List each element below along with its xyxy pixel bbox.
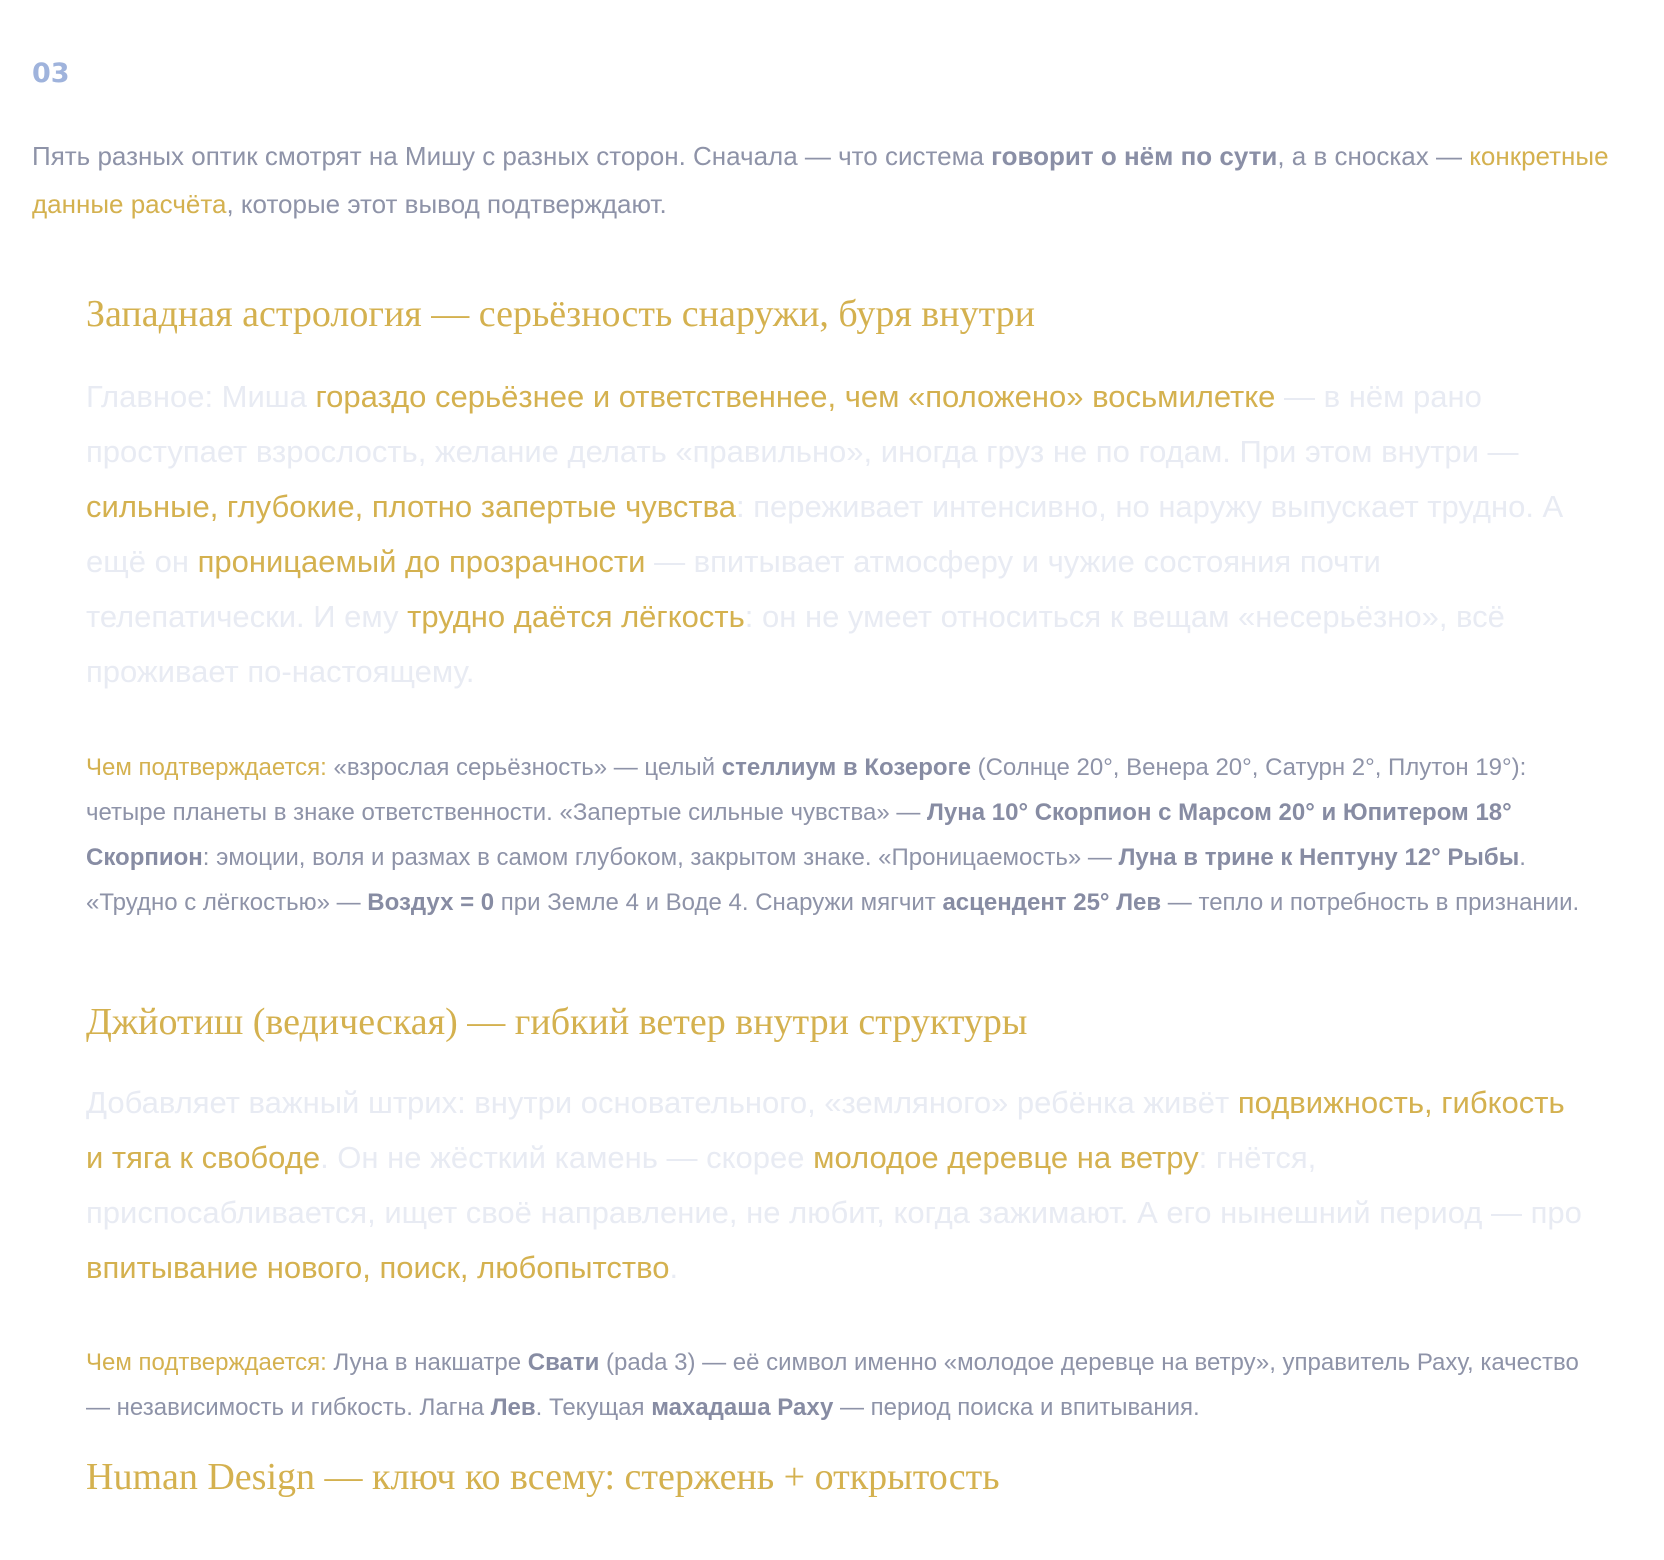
lens-body-text: — впитывает атмосферу и чужие состояния почти телепатически. И ему (86, 544, 1381, 634)
proof-jyotish (86, 1340, 1596, 1430)
proof-emphasis: асцендент 25° Лев (942, 889, 1162, 916)
proof-emphasis: Лев (490, 1394, 536, 1421)
proof-label: Чем подтверждается: (86, 754, 327, 781)
proof-text: (Солнце 20°, Венера 20°, Сатурн 2°, Плутон 19°): четыре планеты в знаке ответственности. «Запертые сильные чувства» — (86, 754, 1527, 826)
proof-emphasis: Воздух = 0 (367, 889, 495, 916)
lens-body-text: — в нём рано проступает взрослость, желание делать «правильно», иногда груз не по годам. При этом внутри — (86, 379, 1519, 469)
lens-body-text: . Он не жёсткий камень — скорее (320, 1140, 814, 1175)
proof-emphasis: стеллиум в Козероге (721, 754, 971, 781)
proof-text: : эмоции, воля и размах в самом глубоком, закрытом знаке. «Проницаемость» — (202, 844, 1119, 871)
section-number: 03 (32, 58, 70, 89)
lens-body-text: Главное: Миша (86, 379, 316, 414)
lens-body-highlight: впитывание нового, поиск, любопытство (86, 1250, 670, 1285)
proof-text: Луна в накшатре (326, 1349, 528, 1376)
lens-body-highlight: гораздо серьёзнее и ответственнее, чем «положено» восьмилетке (315, 379, 1276, 414)
intro-text: , а в сносках — (1277, 141, 1470, 171)
intro-text: Пять разных оптик смотрят на Мишу с разных сторон. Сначала — что система (32, 141, 992, 171)
lens-body-text: : он не умеет относиться к вещам «несерьёзно», всё проживает по-настоящему. (86, 599, 1505, 689)
lens-body-text: : гнётся, приспосабливается, ищет своё направление, не любит, когда зажимают. А его нынешний период — про (86, 1140, 1582, 1230)
lens-body-highlight: молодое деревце на ветру (813, 1140, 1199, 1175)
lens-body-highlight: сильные, глубокие, плотно запертые чувства (86, 489, 736, 524)
proof-text: (pada 3) — её символ именно «молодое деревце на ветру», управитель Раху, качество — независимость и гибкость. Лагна (86, 1349, 1579, 1421)
proof-text: . Текущая (535, 1394, 652, 1421)
proof-text: при Земле 4 и Воде 4. Снаружи мягчит (494, 889, 943, 916)
proof-emphasis: Свати (527, 1349, 600, 1376)
proof-text: — тепло и потребность в признании. (1161, 889, 1580, 916)
proof-western-astrology (86, 745, 1596, 925)
proof-emphasis: махадаша Раху (651, 1394, 834, 1421)
lens-body-jyotish (86, 1075, 1586, 1295)
lens-body-text: Добавляет важный штрих: внутри основательного, «земляного» ребёнка живёт (86, 1085, 1238, 1120)
intro-emphasis: говорит о нём по сути (991, 141, 1278, 171)
intro-highlight: конкретные данные расчёта (32, 141, 1609, 219)
proof-label: Чем подтверждается: (86, 1349, 327, 1376)
proof-emphasis: Луна в трине к Нептуну 12° Рыбы (1118, 844, 1520, 871)
intro-paragraph (32, 132, 1612, 228)
proof-text: . «Трудно с лёгкостью» — (86, 844, 1526, 916)
lens-body-western-astrology (86, 369, 1586, 699)
proof-text: «взрослая серьёзность» — целый (326, 754, 722, 781)
proof-emphasis: Луна 10° Скорпион с Марсом 20° и Юпитером 18° Скорпион (86, 799, 1512, 871)
lens-title-human-design: Human Design — ключ ко всему: стержень + открытость (86, 1456, 1000, 1498)
lens-body-text: : переживает интенсивно, но наружу выпускает трудно. А ещё он (86, 489, 1564, 579)
lens-body-highlight: подвижность, гибкость и тяга к свободе (86, 1085, 1565, 1175)
proof-text: — период поиска и впитывания. (833, 1394, 1200, 1421)
lens-title-western-astrology: Западная астрология — серьёзность снаружи, буря внутри (86, 293, 1035, 335)
lens-body-text: . (669, 1250, 679, 1285)
lens-title-jyotish: Джйотиш (ведическая) — гибкий ветер внутри структуры (86, 1001, 1028, 1043)
lens-body-highlight: трудно даётся лёгкость (407, 599, 745, 634)
lens-body-highlight: проницаемый до прозрачности (197, 544, 646, 579)
intro-text: , которые этот вывод подтверждают. (226, 189, 667, 219)
